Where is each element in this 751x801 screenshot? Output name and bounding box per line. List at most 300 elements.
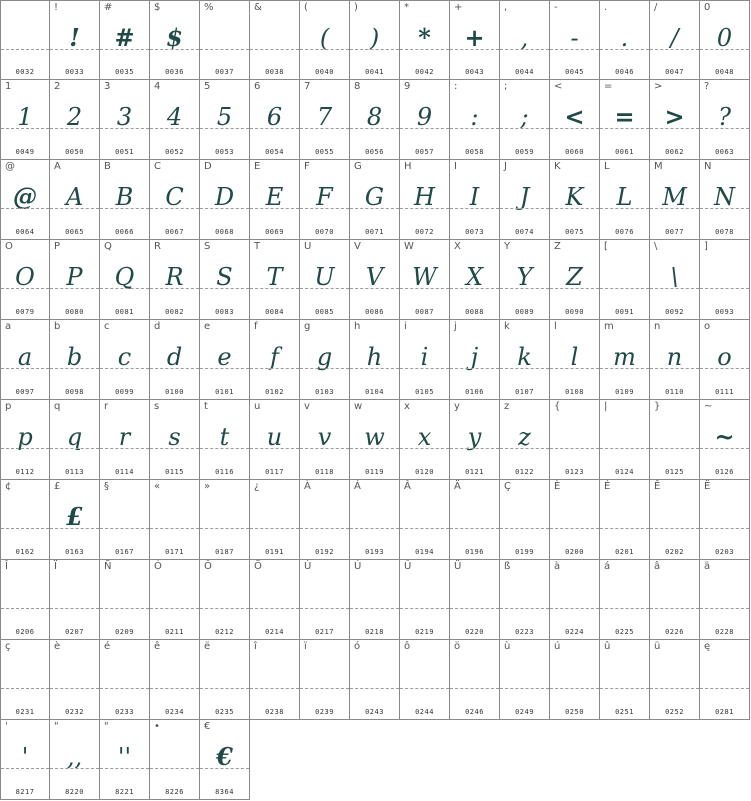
code-label: 0085 bbox=[315, 308, 334, 316]
character-label: 5 bbox=[204, 81, 211, 92]
baseline-divider bbox=[400, 368, 449, 369]
code-label: 0212 bbox=[215, 628, 234, 636]
character-label: Ù bbox=[304, 561, 312, 572]
glyph-cell bbox=[350, 160, 400, 240]
character-label: T bbox=[254, 241, 261, 252]
baseline-divider bbox=[700, 49, 749, 50]
baseline-divider bbox=[450, 528, 499, 529]
character-label: à bbox=[554, 561, 561, 572]
baseline-divider bbox=[1, 768, 49, 769]
character-label: 3 bbox=[104, 81, 111, 92]
code-label: 0091 bbox=[615, 308, 634, 316]
character-label: 4 bbox=[154, 81, 161, 92]
code-label: 0105 bbox=[415, 388, 434, 396]
code-label: 0057 bbox=[415, 148, 434, 156]
glyph-cell bbox=[500, 160, 550, 240]
baseline-divider bbox=[400, 608, 449, 609]
baseline-divider bbox=[150, 768, 199, 769]
glyph-sample: < bbox=[564, 102, 585, 131]
character-label: ß bbox=[504, 561, 511, 572]
baseline-divider bbox=[300, 688, 349, 689]
glyph-sample: 5 bbox=[216, 103, 233, 131]
character-label: H bbox=[404, 161, 412, 172]
character-label: ä bbox=[704, 561, 711, 572]
code-label: 0043 bbox=[465, 68, 484, 76]
baseline-divider bbox=[250, 208, 299, 209]
baseline-divider bbox=[650, 288, 699, 289]
baseline-divider bbox=[50, 128, 99, 129]
character-label: û bbox=[604, 641, 611, 652]
glyph-sample: 2 bbox=[66, 103, 83, 131]
code-label: 0223 bbox=[515, 628, 534, 636]
character-label: j bbox=[454, 321, 457, 332]
glyph-cell bbox=[600, 160, 650, 240]
code-label: 0200 bbox=[565, 548, 584, 556]
glyph-cell bbox=[650, 320, 700, 400]
baseline-divider bbox=[100, 528, 149, 529]
glyph-cell bbox=[50, 160, 100, 240]
character-label: 7 bbox=[304, 81, 311, 92]
glyph-sample: / bbox=[670, 24, 679, 52]
character-label: U bbox=[304, 241, 312, 252]
character-label: 1 bbox=[5, 81, 12, 92]
glyph-sample: M bbox=[662, 183, 687, 211]
code-label: 0044 bbox=[515, 68, 534, 76]
glyph-cell bbox=[350, 80, 400, 160]
character-label: 0 bbox=[704, 2, 711, 13]
baseline-divider bbox=[300, 128, 349, 129]
code-label: 0112 bbox=[15, 468, 35, 476]
baseline-divider bbox=[100, 208, 149, 209]
glyph-sample: v bbox=[317, 423, 332, 451]
glyph-cell bbox=[300, 0, 350, 80]
character-label: è bbox=[54, 641, 61, 652]
glyph-cell bbox=[150, 560, 200, 640]
code-label: 0244 bbox=[415, 708, 434, 716]
glyph-sample: 3 bbox=[116, 103, 133, 131]
code-label: 8220 bbox=[65, 788, 84, 796]
glyph-sample: c bbox=[117, 343, 132, 371]
baseline-divider bbox=[650, 368, 699, 369]
glyph-cell bbox=[100, 240, 150, 320]
glyph-sample: € bbox=[216, 742, 233, 771]
code-label: 0084 bbox=[265, 308, 284, 316]
glyph-cell bbox=[250, 80, 300, 160]
code-label: 0228 bbox=[715, 628, 734, 636]
glyph-cell bbox=[50, 400, 100, 480]
character-label: ! bbox=[54, 2, 59, 13]
baseline-divider bbox=[500, 49, 549, 50]
code-label: 0041 bbox=[365, 68, 384, 76]
glyph-cell bbox=[700, 160, 750, 240]
glyph-sample: # bbox=[114, 23, 135, 52]
glyph-sample: ? bbox=[718, 103, 731, 131]
character-label: î bbox=[254, 641, 257, 652]
code-label: 0246 bbox=[465, 708, 484, 716]
glyph-cell bbox=[700, 400, 750, 480]
character-label: L bbox=[604, 161, 610, 172]
glyph-sample: ) bbox=[369, 24, 380, 52]
glyph-cell bbox=[250, 640, 300, 720]
glyph-sample: > bbox=[664, 102, 685, 131]
code-label: 0124 bbox=[615, 468, 634, 476]
glyph-sample: h bbox=[366, 343, 383, 371]
glyph-cell bbox=[500, 80, 550, 160]
baseline-divider bbox=[150, 128, 199, 129]
character-label: . bbox=[604, 2, 608, 13]
baseline-divider bbox=[250, 448, 299, 449]
character-label: E bbox=[254, 161, 261, 172]
glyph-sample: L bbox=[616, 183, 633, 211]
character-label: n bbox=[654, 321, 661, 332]
code-label: 0193 bbox=[365, 548, 384, 556]
glyph-sample: 6 bbox=[266, 103, 283, 131]
glyph-sample: O bbox=[15, 263, 35, 291]
baseline-divider bbox=[500, 608, 549, 609]
glyph-sample: T bbox=[266, 263, 283, 291]
glyph-cell bbox=[100, 480, 150, 560]
character-label: h bbox=[354, 321, 361, 332]
code-label: 0055 bbox=[315, 148, 334, 156]
character-label: { bbox=[554, 401, 561, 412]
baseline-divider bbox=[300, 288, 349, 289]
code-label: 0065 bbox=[65, 228, 84, 236]
character-label: a bbox=[5, 321, 12, 332]
baseline-divider bbox=[50, 528, 99, 529]
character-label: G bbox=[354, 161, 362, 172]
code-label: 0206 bbox=[15, 628, 35, 636]
glyph-cell bbox=[700, 480, 750, 560]
code-label: 0090 bbox=[565, 308, 584, 316]
glyph-sample: i bbox=[420, 343, 429, 371]
glyph-cell bbox=[200, 400, 250, 480]
glyph-sample: b bbox=[66, 343, 83, 371]
glyph-cell bbox=[50, 320, 100, 400]
glyph-sample: y bbox=[467, 423, 482, 451]
character-label: \ bbox=[654, 241, 658, 252]
baseline-divider bbox=[50, 448, 99, 449]
glyph-cell bbox=[100, 0, 150, 80]
code-label: 0107 bbox=[515, 388, 534, 396]
glyph-cell bbox=[300, 480, 350, 560]
character-label: M bbox=[654, 161, 663, 172]
baseline-divider bbox=[200, 768, 249, 769]
code-label: 0114 bbox=[115, 468, 134, 476]
glyph-cell bbox=[50, 80, 100, 160]
glyph-cell bbox=[350, 640, 400, 720]
baseline-divider bbox=[100, 768, 149, 769]
glyph-cell bbox=[300, 640, 350, 720]
baseline-divider bbox=[450, 448, 499, 449]
character-label: r bbox=[104, 401, 109, 412]
character-label: ) bbox=[354, 2, 358, 13]
baseline-divider bbox=[150, 608, 199, 609]
glyph-sample: . bbox=[620, 24, 629, 52]
baseline-divider bbox=[450, 608, 499, 609]
character-label: $ bbox=[154, 2, 161, 13]
character-label: ' bbox=[5, 721, 8, 732]
glyph-sample: 8 bbox=[366, 103, 383, 131]
character-label: ¢ bbox=[5, 481, 12, 492]
baseline-divider bbox=[550, 49, 599, 50]
baseline-divider bbox=[100, 49, 149, 50]
glyph-cell bbox=[50, 720, 100, 800]
character-label: ; bbox=[504, 81, 508, 92]
glyph-cell bbox=[300, 80, 350, 160]
glyph-cell bbox=[50, 560, 100, 640]
character-label: q bbox=[54, 401, 61, 412]
character-label: Ô bbox=[204, 561, 212, 572]
glyph-cell bbox=[550, 560, 600, 640]
code-label: 0082 bbox=[165, 308, 184, 316]
code-label: 0070 bbox=[315, 228, 334, 236]
baseline-divider bbox=[550, 448, 599, 449]
code-label: 0050 bbox=[65, 148, 84, 156]
glyph-cell bbox=[450, 560, 500, 640]
code-label: 0062 bbox=[665, 148, 684, 156]
character-label: § bbox=[104, 481, 109, 492]
character-label: ¿ bbox=[254, 481, 260, 492]
baseline-divider bbox=[50, 49, 99, 50]
baseline-divider bbox=[500, 128, 549, 129]
baseline-divider bbox=[400, 288, 449, 289]
character-label: S bbox=[204, 241, 211, 252]
code-label: 0048 bbox=[715, 68, 734, 76]
glyph-sample: P bbox=[66, 263, 83, 291]
code-label: 0100 bbox=[165, 388, 184, 396]
character-label: ë bbox=[204, 641, 211, 652]
code-label: 0064 bbox=[15, 228, 35, 236]
character-label: Z bbox=[554, 241, 561, 252]
baseline-divider bbox=[350, 528, 399, 529]
baseline-divider bbox=[150, 448, 199, 449]
character-label: s bbox=[154, 401, 160, 412]
glyph-cell bbox=[0, 400, 50, 480]
code-label: 0067 bbox=[165, 228, 184, 236]
code-label: 0162 bbox=[15, 548, 35, 556]
glyph-cell bbox=[450, 480, 500, 560]
code-label: 0047 bbox=[665, 68, 684, 76]
character-label: l bbox=[554, 321, 557, 332]
code-label: 0187 bbox=[215, 548, 234, 556]
glyph-cell bbox=[500, 240, 550, 320]
baseline-divider bbox=[650, 208, 699, 209]
glyph-cell bbox=[250, 160, 300, 240]
character-label: Û bbox=[404, 561, 412, 572]
glyph-cell bbox=[700, 560, 750, 640]
glyph-cell bbox=[650, 640, 700, 720]
character-label: " bbox=[104, 721, 109, 732]
glyph-sample: t bbox=[219, 423, 230, 451]
glyph-cell bbox=[550, 320, 600, 400]
glyph-sample: R bbox=[165, 263, 184, 291]
baseline-divider bbox=[1, 368, 49, 369]
code-label: 0078 bbox=[715, 228, 734, 236]
code-label: 0051 bbox=[115, 148, 134, 156]
baseline-divider bbox=[550, 288, 599, 289]
character-label: È bbox=[554, 481, 561, 492]
character-label: Ú bbox=[354, 561, 362, 572]
glyph-sample: s bbox=[168, 423, 181, 451]
code-label: 0038 bbox=[265, 68, 284, 76]
glyph-sample: d bbox=[166, 343, 183, 371]
code-label: 0250 bbox=[565, 708, 584, 716]
baseline-divider bbox=[150, 208, 199, 209]
glyph-sample: \ bbox=[670, 263, 679, 291]
code-label: 0101 bbox=[215, 388, 234, 396]
baseline-divider bbox=[700, 528, 749, 529]
glyph-cell bbox=[450, 400, 500, 480]
glyph-cell bbox=[350, 240, 400, 320]
glyph-cell bbox=[100, 560, 150, 640]
baseline-divider bbox=[50, 768, 99, 769]
glyph-sample: F bbox=[316, 183, 333, 211]
glyph-cell bbox=[250, 320, 300, 400]
glyph-cell bbox=[100, 400, 150, 480]
glyph-sample: Z bbox=[566, 263, 583, 291]
code-label: 0032 bbox=[15, 68, 35, 76]
glyph-sample: E bbox=[265, 183, 284, 211]
glyph-cell bbox=[150, 400, 200, 480]
baseline-divider bbox=[50, 688, 99, 689]
glyph-sample: u bbox=[266, 423, 283, 451]
glyph-cell bbox=[100, 320, 150, 400]
glyph-cell bbox=[600, 80, 650, 160]
character-label: Ï bbox=[54, 561, 57, 572]
glyph-cell bbox=[600, 320, 650, 400]
baseline-divider bbox=[700, 288, 749, 289]
glyph-sample: S bbox=[216, 263, 233, 291]
character-label: i bbox=[404, 321, 407, 332]
code-label: 0042 bbox=[415, 68, 434, 76]
glyph-cell bbox=[300, 400, 350, 480]
character-label: [ bbox=[604, 241, 608, 252]
character-label: " bbox=[54, 721, 59, 732]
code-label: 0035 bbox=[115, 68, 134, 76]
code-label: 0077 bbox=[665, 228, 684, 236]
code-label: 0103 bbox=[315, 388, 334, 396]
code-label: 0079 bbox=[15, 308, 35, 316]
glyph-sample: ,, bbox=[66, 743, 83, 771]
glyph-sample: a bbox=[17, 343, 33, 371]
character-label: Ñ bbox=[104, 561, 112, 572]
character-label: € bbox=[204, 721, 211, 732]
glyph-cell bbox=[450, 0, 500, 80]
code-label: 0045 bbox=[565, 68, 584, 76]
character-label: d bbox=[154, 321, 161, 332]
baseline-divider bbox=[400, 49, 449, 50]
code-label: 0106 bbox=[465, 388, 484, 396]
character-label: t bbox=[204, 401, 208, 412]
character-label: % bbox=[204, 2, 214, 13]
glyph-sample: 7 bbox=[316, 103, 333, 131]
baseline-divider bbox=[250, 368, 299, 369]
code-label: 0122 bbox=[515, 468, 534, 476]
code-label: 0224 bbox=[565, 628, 584, 636]
baseline-divider bbox=[600, 688, 649, 689]
code-label: 0046 bbox=[615, 68, 634, 76]
glyph-cell bbox=[150, 720, 200, 800]
code-label: 0111 bbox=[715, 388, 734, 396]
character-label: / bbox=[654, 2, 658, 13]
baseline-divider bbox=[1, 49, 49, 50]
baseline-divider bbox=[300, 208, 349, 209]
character-label: 6 bbox=[254, 81, 261, 92]
baseline-divider bbox=[550, 208, 599, 209]
code-label: 0116 bbox=[215, 468, 234, 476]
character-label: | bbox=[604, 401, 608, 412]
code-label: 0232 bbox=[65, 708, 84, 716]
character-label: W bbox=[404, 241, 414, 252]
glyph-cell bbox=[600, 480, 650, 560]
baseline-divider bbox=[700, 688, 749, 689]
baseline-divider bbox=[100, 608, 149, 609]
baseline-divider bbox=[350, 368, 399, 369]
glyph-sample: N bbox=[714, 183, 735, 211]
code-label: 0225 bbox=[615, 628, 634, 636]
baseline-divider bbox=[700, 368, 749, 369]
glyph-sample: $ bbox=[166, 23, 183, 52]
glyph-sample: m bbox=[613, 343, 636, 371]
glyph-sample: g bbox=[316, 343, 333, 371]
character-label: 2 bbox=[54, 81, 61, 92]
baseline-divider bbox=[500, 368, 549, 369]
baseline-divider bbox=[250, 128, 299, 129]
glyph-sample: Y bbox=[516, 263, 533, 291]
baseline-divider bbox=[700, 448, 749, 449]
character-label: 8 bbox=[354, 81, 361, 92]
glyph-cell bbox=[300, 320, 350, 400]
code-label: 0097 bbox=[15, 388, 35, 396]
character-label: Ü bbox=[454, 561, 462, 572]
baseline-divider bbox=[550, 528, 599, 529]
character-label: c bbox=[104, 321, 110, 332]
code-label: 0214 bbox=[265, 628, 284, 636]
code-label: 0167 bbox=[115, 548, 134, 556]
glyph-cell bbox=[700, 240, 750, 320]
glyph-cell bbox=[400, 640, 450, 720]
glyph-cell bbox=[400, 480, 450, 560]
code-label: 8221 bbox=[115, 788, 134, 796]
code-label: 0203 bbox=[715, 548, 734, 556]
code-label: 0238 bbox=[265, 708, 284, 716]
code-label: 0217 bbox=[315, 628, 334, 636]
code-label: 0102 bbox=[265, 388, 284, 396]
baseline-divider bbox=[1, 448, 49, 449]
glyph-sample: A bbox=[65, 183, 84, 211]
glyph-cell bbox=[650, 560, 700, 640]
baseline-divider bbox=[300, 368, 349, 369]
character-label: Ó bbox=[154, 561, 162, 572]
glyph-sample: = bbox=[614, 102, 635, 131]
baseline-divider bbox=[700, 608, 749, 609]
glyph-sample: : bbox=[470, 103, 479, 131]
glyph-sample: 1 bbox=[17, 103, 33, 131]
glyph-sample: X bbox=[465, 263, 484, 291]
glyph-cell bbox=[350, 0, 400, 80]
glyph-sample: G bbox=[364, 183, 385, 211]
code-label: 0123 bbox=[565, 468, 584, 476]
glyph-sample: z bbox=[518, 423, 531, 451]
baseline-divider bbox=[350, 688, 399, 689]
character-label: ù bbox=[504, 641, 511, 652]
glyph-cell bbox=[200, 560, 250, 640]
character-label: b bbox=[54, 321, 61, 332]
character-label: é bbox=[104, 641, 111, 652]
baseline-divider bbox=[650, 528, 699, 529]
baseline-divider bbox=[100, 688, 149, 689]
character-label: £ bbox=[54, 481, 61, 492]
